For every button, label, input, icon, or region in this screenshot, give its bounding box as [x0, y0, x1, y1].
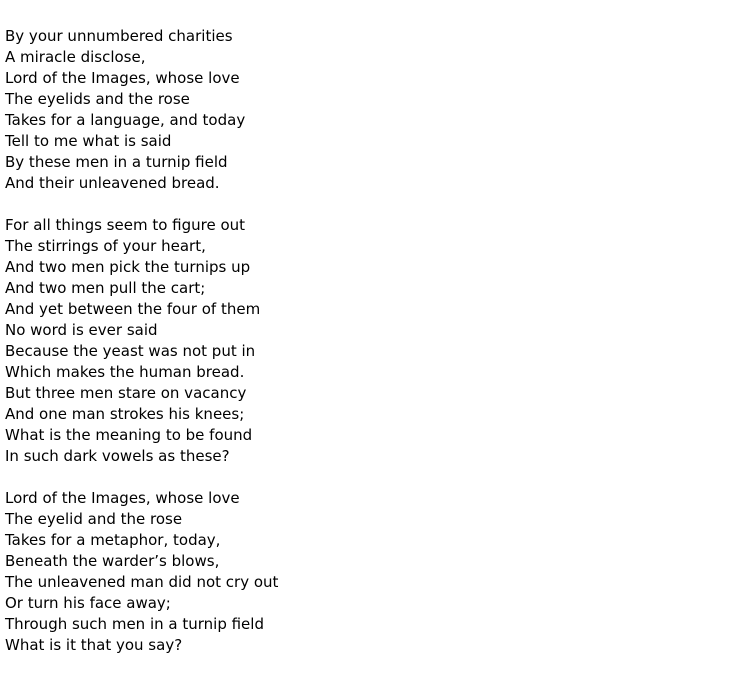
poem-line: What is the meaning to be found — [5, 426, 253, 444]
poem-line: Takes for a metaphor, today, — [5, 531, 221, 549]
poem-line: A miracle disclose, — [5, 48, 146, 66]
poem-line: The eyelid and the rose — [5, 510, 183, 528]
poem-line: For all things seem to figure out — [5, 216, 246, 234]
stanza-2 — [5, 215, 278, 467]
poem-line: Because the yeast was not put in — [5, 342, 256, 360]
stanza-3 — [5, 488, 278, 656]
poem-line: Lord of the Images, whose love — [5, 489, 240, 507]
poem-line: Lord of the Images, whose love — [5, 69, 240, 87]
poem-line: But three men stare on vacancy — [5, 384, 247, 402]
poem-line: Beneath the warder’s blows, — [5, 552, 220, 570]
poem-line: Tell to me what is said — [5, 132, 172, 150]
poem-line: The unleavened man did not cry out — [5, 573, 279, 591]
poem-line: And two men pick the turnips up — [5, 258, 251, 276]
poem-line: By these men in a turnip field — [5, 153, 228, 171]
poem-line: Through such men in a turnip field — [5, 615, 264, 633]
poem-line: Which makes the human bread. — [5, 363, 245, 381]
stanza-1 — [5, 26, 278, 194]
poem-line: By your unnumbered charities — [5, 27, 233, 45]
poem-line: What is it that you say? — [5, 636, 183, 654]
poem-line: Or turn his face away; — [5, 594, 171, 612]
poem-line: And yet between the four of them — [5, 300, 261, 318]
poem-line: No word is ever said — [5, 321, 158, 339]
poem-line: The stirrings of your heart, — [5, 237, 206, 255]
poem-line: In such dark vowels as these? — [5, 447, 230, 465]
poem-line: The eyelids and the rose — [5, 90, 190, 108]
poem-line: And one man strokes his knees; — [5, 405, 245, 423]
poem-text — [5, 26, 278, 656]
poem-line: And two men pull the cart; — [5, 279, 206, 297]
poem-line: Takes for a language, and today — [5, 111, 246, 129]
poem-line: And their unleavened bread. — [5, 174, 220, 192]
